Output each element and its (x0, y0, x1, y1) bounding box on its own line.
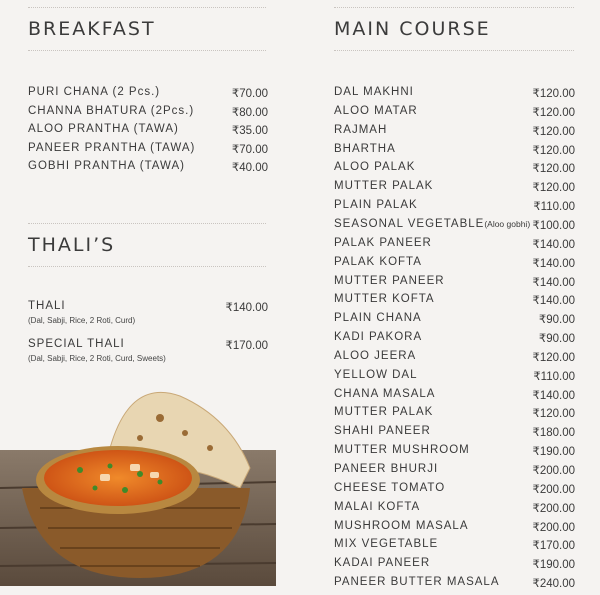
menu-item-price: ₹200.00 (532, 465, 575, 477)
thali-heading: THALI’S (28, 234, 116, 256)
menu-item-price: ₹120.00 (532, 106, 575, 119)
menu-item-name: MALAI KOFTA (334, 500, 421, 513)
menu-item-note: (Aloo gobhi) (484, 218, 531, 229)
menu-item-name: ALOO JEERA (334, 349, 417, 362)
menu-item-name: CHEESE TOMATO (334, 481, 446, 494)
top-divider-left (28, 7, 266, 8)
menu-item (334, 425, 575, 439)
menu-item-price: ₹70.00 (231, 88, 268, 100)
menu-item-price: ₹140.00 (532, 238, 575, 251)
breakfast-divider (28, 50, 266, 51)
menu-item (334, 444, 575, 458)
menu-item (334, 388, 575, 402)
menu-item (334, 406, 575, 420)
menu-item-name: DAL MAKHNI (334, 86, 414, 98)
menu-item-name: SHAHI PANEER (334, 425, 431, 438)
menu-item (334, 369, 575, 383)
menu-item-name: PURI CHANA (2 Pcs.) (28, 86, 161, 98)
thali-item-description: (Dal, Sabji, Rice, 2 Roti, Curd, Sweets) (28, 354, 166, 363)
menu-item-price: ₹40.00 (231, 162, 268, 174)
menu-item-name: SPECIAL THALI (28, 338, 125, 350)
menu-item-name: THALI (28, 300, 66, 312)
menu-item (28, 142, 268, 156)
menu-item (28, 300, 268, 314)
menu-item-price: ₹110.00 (533, 201, 575, 214)
thali-top-divider (28, 223, 266, 224)
menu-item (334, 576, 575, 590)
menu-item-price: ₹200.00 (532, 483, 575, 496)
menu-item-name: PANEER BUTTER MASALA (334, 576, 500, 589)
menu-item (334, 275, 575, 289)
main-course-heading: MAIN COURSE (334, 18, 491, 40)
menu-item-name: MUTTER PALAK (334, 406, 434, 419)
menu-item-name: YELLOW DAL (334, 368, 418, 381)
menu-item-price: ₹190.00 (532, 446, 575, 459)
menu-item-price: ₹170.00 (532, 540, 575, 553)
menu-item (28, 338, 268, 352)
menu-item (334, 143, 575, 157)
menu-item-price: ₹180.00 (532, 427, 575, 440)
menu-item-price: ₹140.00 (225, 302, 268, 314)
menu-item-price: ₹120.00 (532, 163, 575, 176)
menu-item-name: PALAK KOFTA (334, 255, 422, 268)
menu-item-name: CHANA MASALA (334, 387, 436, 400)
menu-item (334, 350, 575, 364)
menu-item-price: ₹35.00 (231, 125, 268, 137)
menu-item-name: MUTTER MUSHROOM (334, 444, 470, 457)
menu-item (334, 180, 575, 194)
menu-item-price: ₹140.00 (532, 295, 575, 308)
menu-item-price: ₹120.00 (532, 144, 575, 157)
menu-item-name: MUTTER PALAK (334, 180, 434, 193)
menu-item-name: PANEER BHURJI (334, 463, 439, 475)
top-divider-right (334, 7, 574, 8)
menu-item-price: ₹90.00 (538, 314, 575, 327)
menu-item-price: ₹140.00 (532, 257, 575, 270)
menu-item (334, 199, 575, 213)
menu-item (334, 218, 575, 232)
menu-item-name: GOBHI PRANTHA (TAWA) (28, 160, 185, 172)
menu-item (334, 256, 575, 270)
menu-item (334, 237, 575, 251)
menu-item (28, 123, 268, 137)
menu-item-price: ₹120.00 (532, 88, 575, 100)
menu-item-name: PANEER PRANTHA (TAWA) (28, 141, 196, 154)
menu-item (334, 293, 575, 307)
menu-item-name: PLAIN CHANA (334, 312, 422, 325)
menu-item (28, 160, 268, 174)
menu-item (28, 86, 268, 100)
menu-item-name: SEASONAL VEGETABLE(Aloo gobhi) (334, 217, 531, 230)
menu-item (334, 161, 575, 175)
menu-item-price: ₹120.00 (532, 351, 575, 364)
thali-divider (28, 266, 266, 267)
menu-item-name: ALOO PALAK (334, 161, 416, 174)
menu-item-price: ₹240.00 (532, 578, 575, 591)
menu-item-name: ALOO PRANTHA (TAWA) (28, 123, 179, 135)
menu-item (334, 331, 575, 345)
menu-item-name: RAJMAH (334, 123, 388, 136)
menu-item (334, 105, 575, 119)
main-course-divider (334, 50, 574, 51)
menu-item-name: PALAK PANEER (334, 236, 432, 249)
menu-item-price: ₹80.00 (231, 106, 268, 119)
thali-item-description: (Dal, Sabji, Rice, 2 Roti, Curd) (28, 316, 136, 325)
menu-item-price: ₹100.00 (532, 219, 575, 232)
menu-item-name: BHARTHA (334, 142, 396, 155)
menu-item-price: ₹110.00 (533, 370, 575, 383)
menu-item-price: ₹200.00 (532, 502, 575, 515)
menu-item (28, 105, 268, 119)
menu-item-price: ₹90.00 (538, 333, 575, 346)
menu-item-price: ₹190.00 (532, 559, 575, 572)
menu-item (334, 520, 575, 534)
menu-item-price: ₹140.00 (532, 276, 575, 289)
menu-item-name: MUTTER PANEER (334, 274, 445, 287)
menu-item-name: MUSHROOM MASALA (334, 519, 469, 532)
curry-basket-photo (0, 378, 276, 586)
menu-item-name: PLAIN PALAK (334, 199, 418, 212)
menu-item-name: MIX VEGETABLE (334, 538, 439, 551)
breakfast-heading: BREAKFAST (28, 18, 156, 40)
menu-item (334, 312, 575, 326)
menu-item-name: KADI PAKORA (334, 331, 423, 344)
menu-item-price: ₹140.00 (532, 389, 575, 402)
menu-item (334, 463, 575, 477)
menu-item-name: ALOO MATAR (334, 104, 418, 117)
menu-item (334, 501, 575, 515)
menu-item-price: ₹200.00 (532, 521, 575, 534)
menu-item-name: KADAI PANEER (334, 557, 431, 570)
menu-item-price: ₹70.00 (231, 143, 268, 156)
menu-item (334, 482, 575, 496)
menu-item (334, 538, 575, 552)
menu-item-price: ₹170.00 (225, 340, 268, 352)
menu-item-name: CHANNA BHATURA (2Pcs.) (28, 104, 195, 117)
menu-item (334, 124, 575, 138)
menu-item (334, 557, 575, 571)
menu-item-price: ₹120.00 (532, 125, 575, 138)
menu-item-name: MUTTER KOFTA (334, 293, 435, 306)
menu-item (334, 86, 575, 100)
menu-item-price: ₹120.00 (532, 408, 575, 421)
menu-item-price: ₹120.00 (532, 182, 575, 195)
